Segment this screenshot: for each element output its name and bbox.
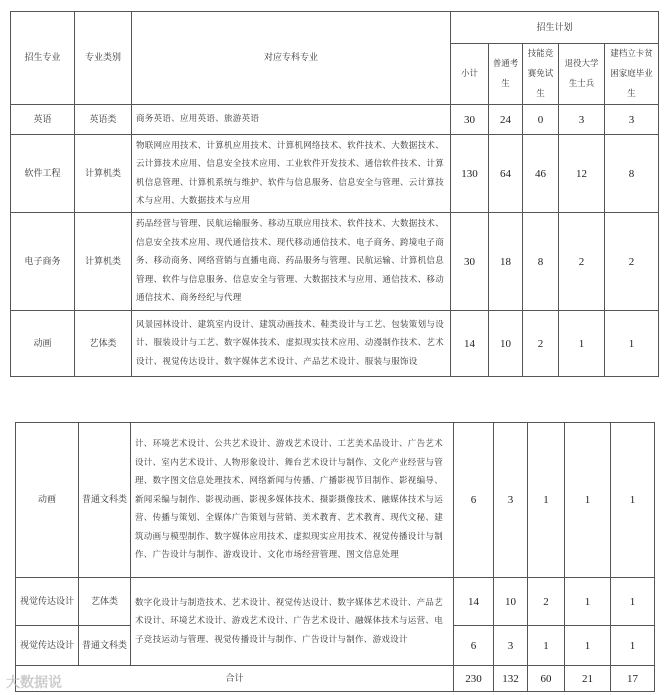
veteran: 1	[559, 311, 605, 377]
poor: 3	[605, 105, 659, 135]
header-skill: 技能竞赛免试生	[523, 44, 559, 105]
table-row	[11, 311, 659, 377]
skill: 2	[528, 578, 565, 626]
regular: 64	[489, 135, 523, 213]
regular: 3	[494, 423, 528, 578]
total-veteran: 21	[565, 666, 611, 692]
major: 动画	[16, 423, 79, 578]
total-poor: 17	[611, 666, 655, 692]
regular: 10	[494, 578, 528, 626]
related: 数字化设计与制造技术、艺术设计、视觉传达设计、数字媒体艺术设计、产品艺术设计、环境艺术设计、游戏艺术设计、广告艺术设计、融媒体技术与运营、电子竞技运动与管理、视觉传播设计与制作、广告设计与制作、游戏设计	[131, 578, 454, 666]
total-label: 合计	[16, 666, 454, 692]
header-regular: 普通考生	[489, 44, 523, 105]
header-poor: 建档立卡贫困家庭毕业生	[605, 44, 659, 105]
regular: 3	[494, 626, 528, 666]
poor: 1	[605, 311, 659, 377]
major: 电子商务	[11, 213, 75, 311]
category: 艺体类	[75, 311, 132, 377]
skill: 2	[523, 311, 559, 377]
major: 软件工程	[11, 135, 75, 213]
subtotal: 6	[454, 423, 494, 578]
header-veteran: 退役大学生士兵	[559, 44, 605, 105]
skill: 0	[523, 105, 559, 135]
related: 商务英语、应用英语、旅游英语	[132, 105, 451, 135]
table-row	[11, 105, 659, 135]
category: 计算机类	[75, 135, 132, 213]
header-plan: 招生计划	[451, 12, 659, 44]
veteran: 3	[559, 105, 605, 135]
poor: 1	[611, 578, 655, 626]
poor: 1	[611, 626, 655, 666]
header-subtotal: 小计	[451, 44, 489, 105]
total-subtotal: 230	[454, 666, 494, 692]
poor: 2	[605, 213, 659, 311]
subtotal: 130	[451, 135, 489, 213]
category: 艺体类	[79, 578, 131, 626]
related: 计、环境艺术设计、公共艺术设计、游戏艺术设计、工艺美术品设计、广告艺术设计、室内艺术设计、人物形象设计、舞台艺术设计与制作、文化产业经营与管理、数字图文信息处理技术、网络新闻与传播、广播影视节目制作、影视编导、新闻采编与制作、影视动画、影视多媒体技术、摄影摄像技术、融媒体技术与运营、传播与策划、全媒体广告策划与营销、美术教育、艺术教育、现代文秘、建筑动画与模型制作、数字媒体应用技术、虚拟现实应用技术、视觉传播设计与制作、广告设计与制作、游戏设计、文化市场经营管理、图文信息处理	[131, 423, 454, 578]
subtotal: 14	[454, 578, 494, 626]
related: 药品经营与管理、民航运输服务、移动互联应用技术、软件技术、大数据技术、信息安全技术应用、现代通信技术、现代移动通信技术、电子商务、跨境电子商务、移动商务、网络营销与直播电商、药品服务与管理、民航运输、计算机信息管理、软件与信息服务、信息安全与管理、大数据技术与应用、通信技术、移动通信技术、商务经纪与代理	[132, 213, 451, 311]
related: 物联网应用技术、计算机应用技术、计算机网络技术、软件技术、大数据技术、云计算技术应用、信息安全技术应用、工业软件开发技术、通信软件技术、计算机信息管理、计算机系统与维护、软件与信息服务、信息安全与管理、云计算技术与应用、大数据技术与应用	[132, 135, 451, 213]
subtotal: 14	[451, 311, 489, 377]
subtotal: 30	[451, 213, 489, 311]
watermark: 大数据说	[6, 675, 62, 691]
subtotal: 30	[451, 105, 489, 135]
regular: 18	[489, 213, 523, 311]
skill: 8	[523, 213, 559, 311]
category: 普通文科类	[79, 626, 131, 666]
skill: 1	[528, 423, 565, 578]
poor: 1	[611, 423, 655, 578]
major: 视觉传达设计	[16, 578, 79, 626]
header-category: 专业类别	[75, 12, 132, 105]
veteran: 12	[559, 135, 605, 213]
veteran: 1	[565, 423, 611, 578]
header-major: 招生专业	[11, 12, 75, 105]
enrollment-table-part-2	[15, 422, 655, 692]
veteran: 2	[559, 213, 605, 311]
table-row	[11, 135, 659, 213]
table-row	[16, 578, 655, 626]
related: 风景园林设计、建筑室内设计、建筑动画技术、鞋类设计与工艺、包装策划与设计、服装设计与工艺、数字媒体技术、虚拟现实技术应用、动漫制作技术、艺术设计、视觉传达设计、数字媒体艺术设计、产品艺术设计、服装与服饰设	[132, 311, 451, 377]
category: 普通文科类	[79, 423, 131, 578]
major: 动画	[11, 311, 75, 377]
subtotal: 6	[454, 626, 494, 666]
major: 英语	[11, 105, 75, 135]
table-row	[16, 423, 655, 578]
category: 计算机类	[75, 213, 132, 311]
regular: 10	[489, 311, 523, 377]
header-related: 对应专科专业	[132, 12, 451, 105]
enrollment-table-part-1	[10, 11, 659, 377]
regular: 24	[489, 105, 523, 135]
veteran: 1	[565, 626, 611, 666]
total-row	[16, 666, 655, 692]
category: 英语类	[75, 105, 132, 135]
skill: 1	[528, 626, 565, 666]
major: 视觉传达设计	[16, 626, 79, 666]
total-skill: 60	[528, 666, 565, 692]
table-row	[11, 213, 659, 311]
poor: 8	[605, 135, 659, 213]
skill: 46	[523, 135, 559, 213]
total-regular: 132	[494, 666, 528, 692]
veteran: 1	[565, 578, 611, 626]
